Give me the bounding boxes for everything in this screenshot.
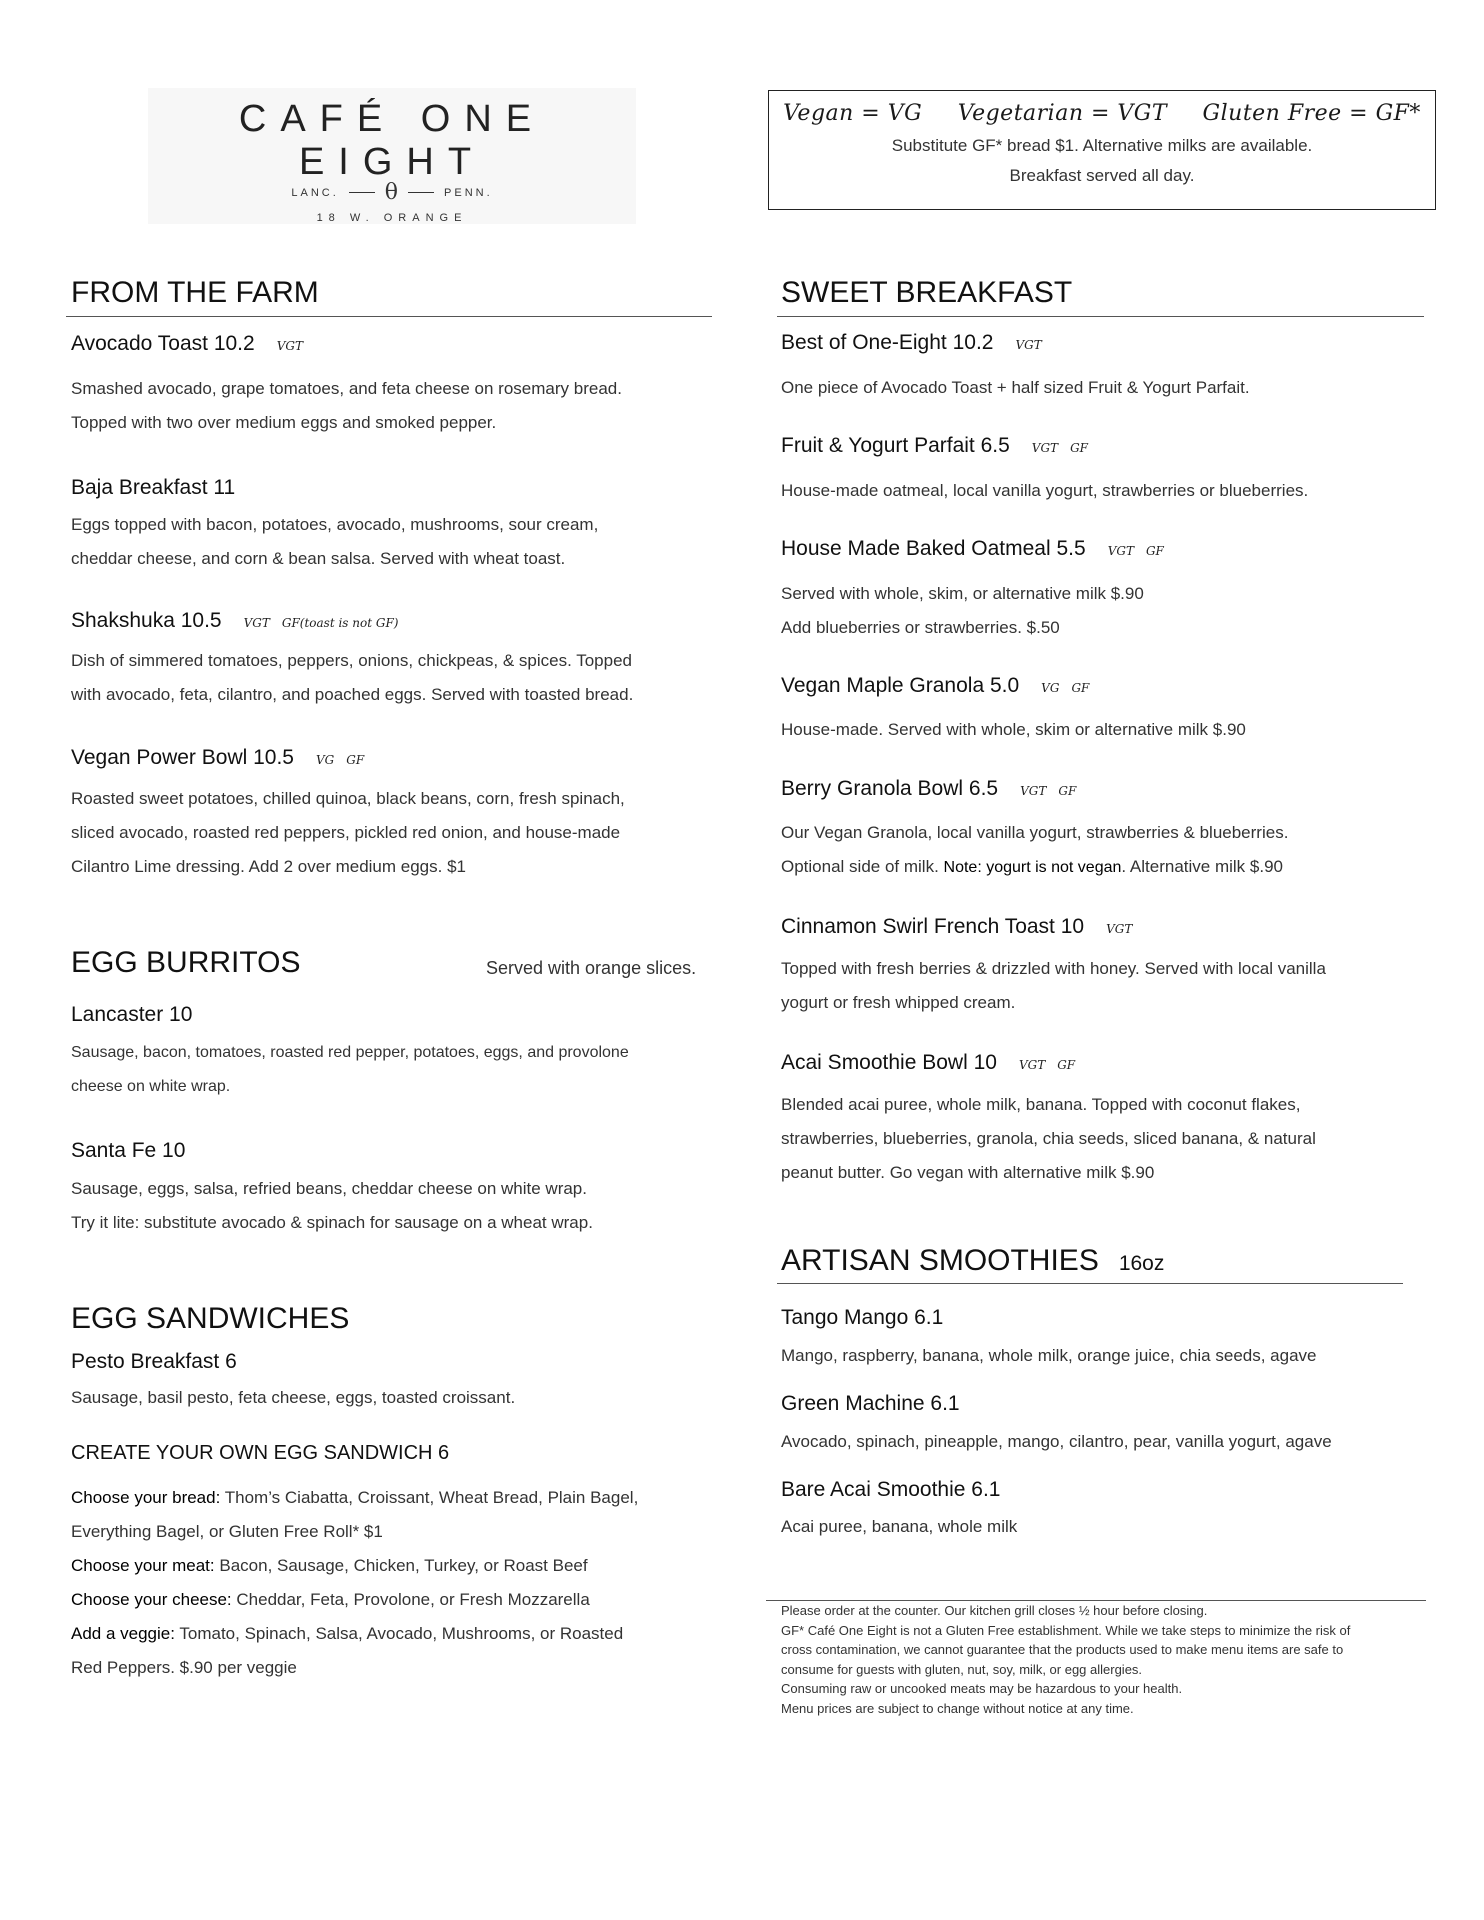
legend-vegan: Vegan = VG — [783, 101, 923, 126]
menu-item-description: Smashed avocado, grape tomatoes, and feta cheese on rosemary bread. Topped with two over medium eggs and smoked pepper. — [71, 379, 622, 432]
menu-item-name: Bare Acai Smoothie 6.1 — [781, 1478, 1001, 1501]
diet-tags: VGT — [1106, 922, 1133, 936]
create-own-title: CREATE YOUR OWN EGG SANDWICH 6 — [71, 1442, 450, 1464]
menu-item — [781, 777, 1088, 801]
menu-item-name: Shakshuka 10.5 — [71, 609, 222, 632]
section-divider — [777, 316, 1424, 317]
menu-item-name: Green Machine 6.1 — [781, 1392, 960, 1415]
vegan-note: Note: yogurt is not vegan — [943, 859, 1122, 876]
menu-item — [71, 609, 410, 633]
section-title-sweet: SWEET BREAKFAST — [781, 276, 1073, 309]
menu-item-description: Eggs topped with bacon, potatoes, avocado, mushrooms, sour cream, cheddar cheese, and corn & bean salsa. Served with wheat toast. — [71, 515, 599, 568]
menu-item-name: Vegan Maple Granola 5.0 — [781, 674, 1020, 697]
menu-item — [781, 1478, 1000, 1502]
section-title-smoothies: ARTISAN SMOOTHIES 16oz — [781, 1244, 1165, 1277]
create-own-options: Choose your bread: Thom’s Ciabatta, Croissant, Wheat Bread, Plain Bagel, Everything Bagel, or Gluten Free Roll* $1 Choose your meat: Bacon, Sausage, Chicken, Turkey, or Roast Beef Choose your cheese: Cheddar, Feta, Provolone, or Fresh Mozzarella Add a veggie: Tomato, Spinach, Salsa, Avocado, Mushrooms, or Roasted Red Peppers. $.90 per veggie — [71, 1481, 711, 1685]
legend-gluten-free: Gluten Free = GF* — [1202, 101, 1421, 126]
menu-item — [71, 332, 315, 356]
section-title-sandwiches: EGG SANDWICHES — [71, 1302, 350, 1335]
logo-rule-right — [408, 192, 434, 193]
burritos-side-note: Served with orange slices. — [486, 958, 697, 978]
menu-item-name: Vegan Power Bowl 10.5 — [71, 746, 294, 769]
diet-tags: VGT GF — [1020, 784, 1077, 798]
menu-item — [781, 1392, 960, 1416]
menu-item-description: Avocado, spinach, pineapple, mango, cilantro, pear, vanilla yogurt, agave — [781, 1432, 1332, 1451]
bread-option: Choose your bread: Thom’s Ciabatta, Croissant, Wheat Bread, Plain Bagel, — [71, 1488, 639, 1507]
menu-item-name: Avocado Toast 10.2 — [71, 332, 255, 355]
menu-item-description: Dish of simmered tomatoes, peppers, onions, chickpeas, & spices. Topped with avocado, feta, cilantro, and poached eggs. Served with toasted bread. — [71, 651, 634, 704]
menu-item — [71, 476, 235, 500]
section-title-burritos: EGG BURRITOS — [71, 946, 301, 979]
menu-item-description: Roasted sweet potatoes, chilled quinoa, black beans, corn, fresh spinach, sliced avocado, roasted red peppers, pickled red onion, and house-made Cilantro Lime dressing. Add 2 over medium eggs. $1 — [71, 789, 625, 876]
menu-item-name: Santa Fe 10 — [71, 1139, 186, 1162]
menu-item-name: Acai Smoothie Bowl 10 — [781, 1051, 997, 1074]
menu-item-name: Lancaster 10 — [71, 1003, 193, 1026]
menu-item-name: Cinnamon Swirl French Toast 10 — [781, 915, 1085, 938]
diet-tags: VGT — [1015, 338, 1042, 352]
diet-tags: VG GF — [1041, 681, 1090, 695]
menu-item-name: House Made Baked Oatmeal 5.5 — [781, 537, 1086, 560]
menu-item-description: Sausage, bacon, tomatoes, roasted red pepper, potatoes, eggs, and provolone cheese on white wrap. — [71, 1044, 629, 1095]
diet-tags: VGT GF — [1107, 544, 1164, 558]
menu-item-description: Sausage, basil pesto, feta cheese, eggs, toasted croissant. — [71, 1388, 516, 1407]
menu-item — [781, 915, 1144, 939]
dietary-legend — [768, 90, 1436, 210]
legend-substitute: Substitute GF* bread $1. Alternative milks are available. — [891, 136, 1313, 155]
logo-left-text: LANC. — [291, 186, 339, 199]
menu-item-name: Berry Granola Bowl 6.5 — [781, 777, 999, 800]
menu-item — [71, 746, 376, 770]
legend-vegetarian: Vegetarian = VGT — [957, 101, 1168, 126]
section-divider — [777, 1283, 1403, 1284]
menu-item-description: Our Vegan Granola, local vanilla yogurt, strawberries & blueberries. Optional side of milk. Note: yogurt is not vegan. Alternative milk $.90 — [781, 823, 1289, 876]
menu-item-description: House-made oatmeal, local vanilla yogurt, strawberries or blueberries. — [781, 481, 1309, 500]
logo-address: 18 W. ORANGE — [316, 212, 468, 224]
diet-tags: VGT GF — [1018, 1058, 1076, 1072]
legend-key — [769, 101, 1435, 126]
menu-item-description: Topped with fresh berries & drizzled with honey. Served with local vanilla yogurt or fresh whipped cream. — [781, 959, 1326, 1012]
menu-item-name: Tango Mango 6.1 — [781, 1306, 944, 1329]
cheese-option: Choose your cheese: Cheddar, Feta, Provolone, or Fresh Mozzarella — [71, 1590, 590, 1609]
menu-item — [781, 537, 1176, 561]
logo-right-text: PENN. — [444, 186, 493, 199]
legend-breakfast-all-day: Breakfast served all day. — [1009, 166, 1195, 185]
menu-item — [71, 1003, 192, 1027]
section-divider — [66, 316, 712, 317]
menu-item-description: Sausage, eggs, salsa, refried beans, cheddar cheese on white wrap. Try it lite: substitute avocado & spinach for sausage on a wheat wrap. — [71, 1179, 593, 1232]
menu-item — [781, 1306, 943, 1330]
diet-tags: VGT — [276, 339, 303, 353]
menu-item — [781, 434, 1100, 458]
menu-item — [781, 1051, 1087, 1075]
menu-item-description: Acai puree, banana, whole milk — [781, 1517, 1018, 1536]
section-title-farm: FROM THE FARM — [71, 276, 319, 309]
diet-tags: VGT GF — [1031, 441, 1088, 455]
menu-item-name: Pesto Breakfast 6 — [71, 1350, 237, 1373]
logo-rule-left — [349, 192, 375, 193]
menu-item-description: Served with whole, skim, or alternative milk $.90 Add blueberries or strawberries. $.50 — [781, 584, 1144, 637]
menu-item — [781, 331, 1054, 355]
menu-item-name: Best of One-Eight 10.2 — [781, 331, 994, 354]
menu-item — [71, 1350, 237, 1374]
diet-tags: VG GF — [315, 753, 365, 767]
meat-option: Choose your meat: Bacon, Sausage, Chicken, Turkey, or Roast Beef — [71, 1556, 588, 1575]
menu-item-name: Fruit & Yogurt Parfait 6.5 — [781, 434, 1010, 457]
footer-disclaimer: Please order at the counter. Our kitchen grill closes ½ hour before closing. GF* Café One Eight is not a Gluten Free establishment. While we take steps to minimize the risk of cross contamination, we cannot guarantee that the products used to make menu items are safe to consume for guests with gluten, nut, soy, milk, or egg allergies. Consuming raw or uncooked meats may be hazardous to your health. Menu prices are subject to change without notice at any time. — [781, 1603, 1351, 1716]
cafe-logo — [148, 88, 636, 224]
menu-item-description: House-made. Served with whole, skim or alternative milk $.90 — [781, 720, 1246, 739]
menu-item-description: Blended acai puree, whole milk, banana. Topped with coconut flakes, strawberries, blueberries, granola, chia seeds, sliced banana, & natural peanut butter. Go vegan with alternative milk $.90 — [781, 1095, 1316, 1182]
menu-item-description: One piece of Avocado Toast + half sized Fruit & Yogurt Parfait. — [781, 378, 1250, 397]
logo-name: CAFÉ ONE EIGHT — [238, 98, 546, 183]
menu-item-description: Mango, raspberry, banana, whole milk, orange juice, chia seeds, agave — [781, 1346, 1317, 1365]
menu-item-name: Baja Breakfast 11 — [71, 476, 236, 499]
veggie-option: Add a veggie: Tomato, Spinach, Salsa, Avocado, Mushrooms, or Roasted — [71, 1624, 624, 1643]
logo-location — [148, 180, 636, 205]
logo-monogram: θ — [384, 180, 399, 205]
smoothie-size: 16oz — [1118, 1252, 1165, 1275]
menu-item — [781, 674, 1101, 698]
diet-tags: VGT GF(toast is not GF) — [243, 616, 399, 630]
menu-item — [71, 1139, 185, 1163]
